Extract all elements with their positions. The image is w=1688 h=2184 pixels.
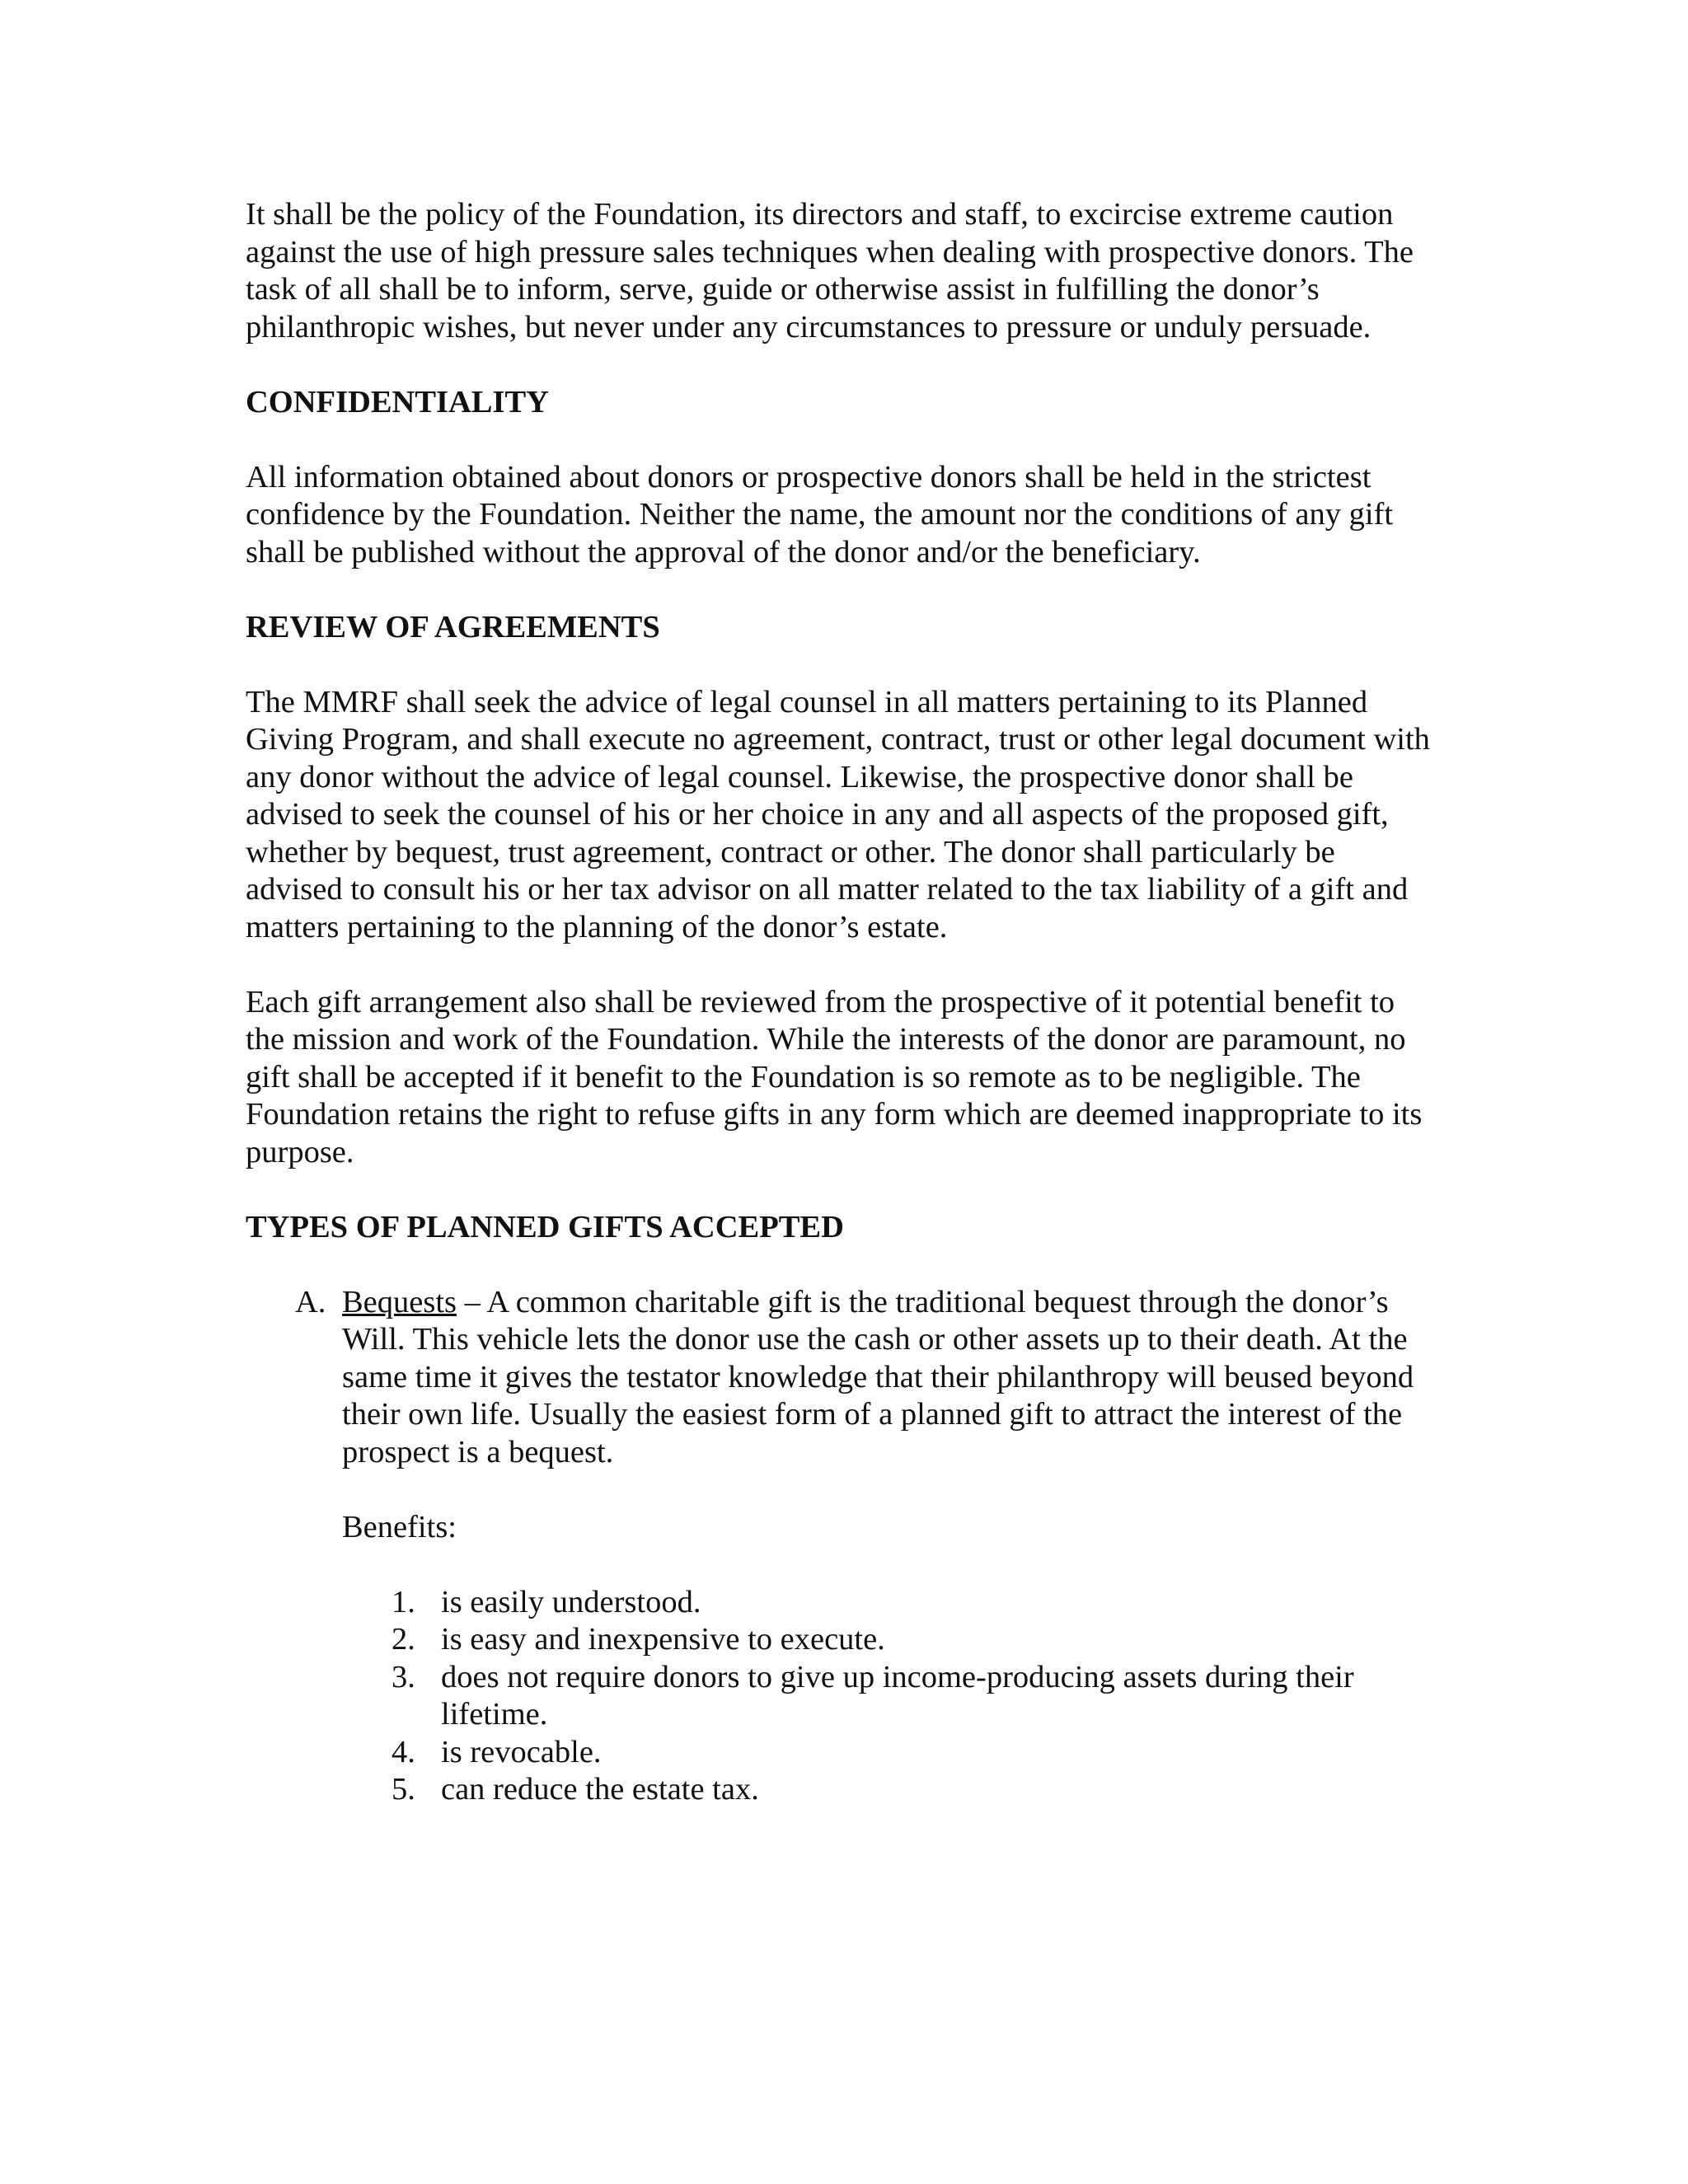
list-item-bequests — [295, 1284, 1432, 1472]
list-number: 1. — [392, 1584, 415, 1619]
list-number: 5. — [392, 1772, 415, 1807]
list-number: 3. — [392, 1659, 415, 1694]
list-item-text: is revocable. — [441, 1734, 602, 1769]
list-item — [342, 1621, 1432, 1659]
list-number: 2. — [392, 1622, 415, 1657]
list-item-text: is easily understood. — [441, 1584, 701, 1619]
bequests-title: Bequests — [342, 1284, 457, 1319]
confidentiality-paragraph: All information obtained about donors or prospective donors shall be held in the strictest confidence by the Foundation. Neither the name, the amount nor the conditions of any gift shall be published without the approval of the donor and/or the beneficiary. — [246, 459, 1394, 569]
list-item-text: is easy and inexpensive to execute. — [441, 1622, 885, 1657]
list-item — [342, 1734, 1432, 1772]
list-item-text: can reduce the estate tax. — [441, 1772, 759, 1807]
document-page — [246, 196, 1432, 1809]
confidentiality-heading: CONFIDENTIALITY — [246, 384, 549, 419]
list-item — [342, 1771, 1432, 1809]
list-item-text: does not require donors to give up income-producing assets during their lifetime. — [441, 1659, 1354, 1732]
benefits-label: Benefits: — [342, 1509, 457, 1544]
bequests-description: – A common charitable gift is the traditional bequest through the donor’s Will. This vehicle lets the donor use the cash or other assets up to their death. At the same time it gives the testator knowledge that their philanthropy will beused beyond their own life. Usually the easiest form of a planned gift to attract the interest of the prospect is a bequest. — [342, 1284, 1414, 1469]
intro-paragraph: It shall be the policy of the Foundation, its directors and staff, to excircise extreme caution against the use of high pressure sales techniques when dealing with prospective donors. The task of all shall be to inform, serve, guide or otherwise assist in fulfilling the donor’s philanthropic wishes, but never under any circumstances to pressure or unduly persuade. — [246, 197, 1414, 344]
list-marker: A. — [295, 1284, 326, 1319]
review-of-agreements-heading: REVIEW OF AGREEMENTS — [246, 609, 660, 644]
list-item — [342, 1584, 1432, 1622]
types-of-planned-gifts-heading: TYPES OF PLANNED GIFTS ACCEPTED — [246, 1209, 844, 1244]
review-paragraph-2: Each gift arrangement also shall be reviewed from the prospective of it potential benefit to the mission and work of the Foundation. While the interests of the donor are paramount, no gift shall be accepted if it benefit to the Foundation is so remote as to be negligible. The Foundation retains the right to refuse gifts in any form which are deemed inappropriate to its purpose. — [246, 984, 1423, 1169]
review-paragraph-1: The MMRF shall seek the advice of legal counsel in all matters pertaining to its Planned Giving Program, and shall execute no agreement, contract, trust or other legal document with any donor without the advice of legal counsel. Likewise, the prospective donor shall be advised to seek the counsel of his or her choice in any and all aspects of the proposed gift, whether by bequest, trust agreement, contract or other. The donor shall particularly be advised to consult his or her tax advisor on all matter related to the tax liability of a gift and matters pertaining to the planning of the donor’s estate. — [246, 684, 1430, 944]
list-number: 4. — [392, 1734, 415, 1769]
list-item — [342, 1659, 1432, 1734]
benefits-list — [342, 1584, 1432, 1809]
